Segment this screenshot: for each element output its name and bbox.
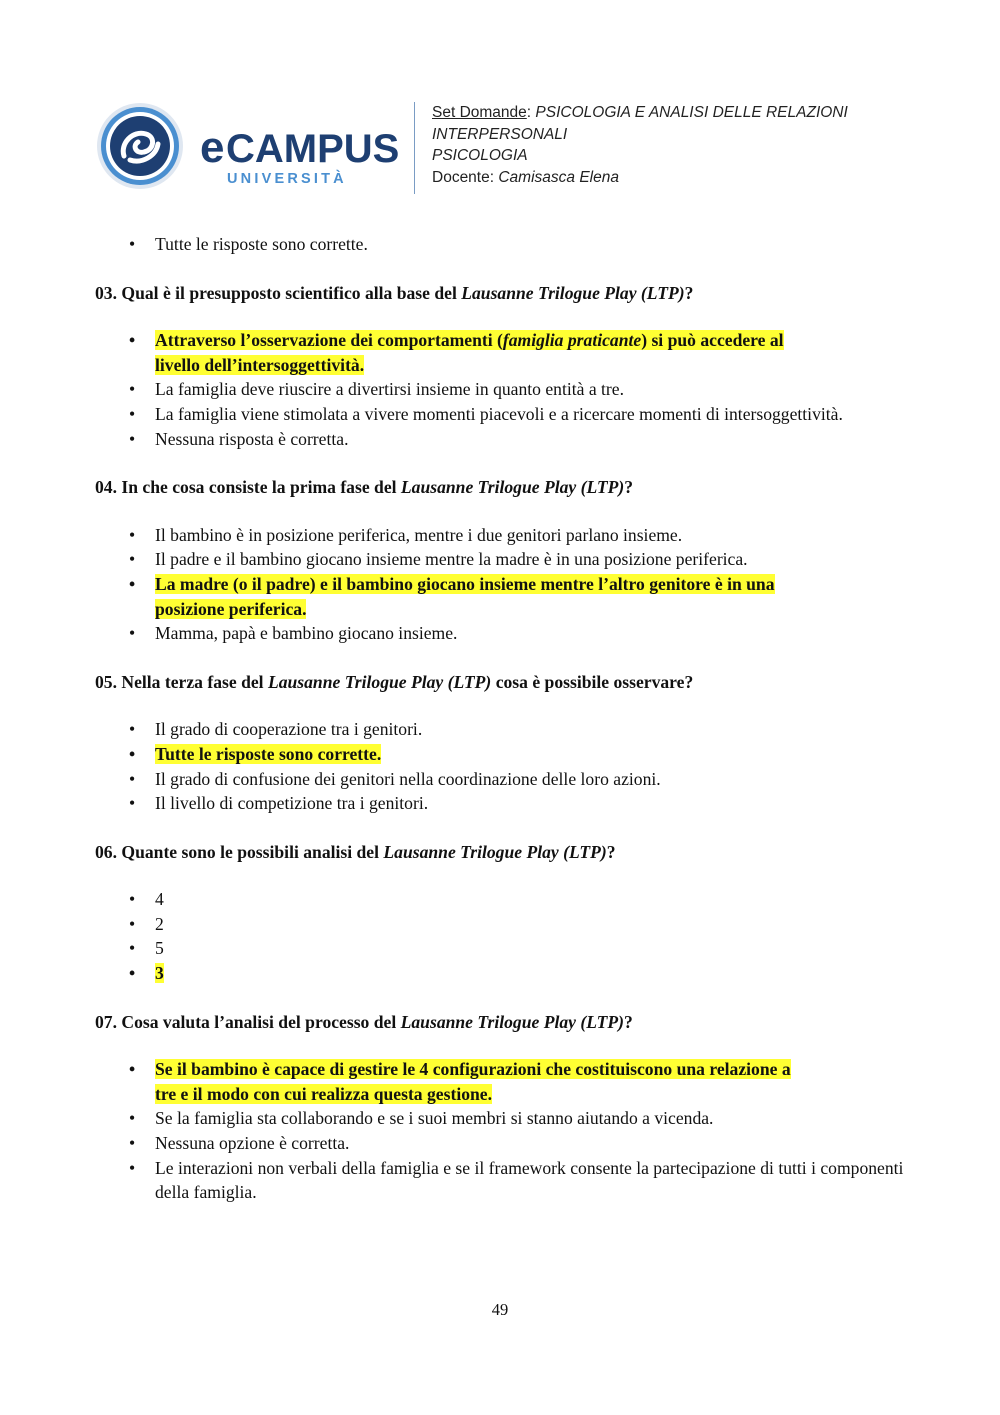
- svg-text:UNIVERSITÀ: UNIVERSITÀ: [227, 171, 347, 187]
- answer-item-correct: • Tutte le risposte sono corrette.: [95, 742, 915, 767]
- answer-item: • Le interazioni non verbali della famiglia e se il framework consente la partecipazione di tutti i componenti della famiglia.: [129, 1157, 904, 1203]
- set-label: Set Domande: [432, 104, 527, 121]
- bullet-icon: •: [129, 1133, 136, 1154]
- bullet-icon: •: [129, 1059, 136, 1080]
- header-divider: [414, 102, 415, 194]
- bullet-icon: •: [129, 403, 136, 424]
- bullet-icon: •: [129, 573, 136, 594]
- ecampus-logo: [96, 100, 406, 197]
- teacher-name: Camisasca Elena: [498, 168, 619, 186]
- subject: PSICOLOGIA: [432, 147, 528, 164]
- question-title: 07. Cosa valuta l’analisi del processo del Lausanne Trilogue Play (LTP)?: [95, 1011, 633, 1032]
- answer-item: • Tutte le risposte sono corrette.: [95, 232, 915, 257]
- bullet-icon: •: [129, 524, 136, 545]
- answer-item-correct: • Attraverso l’osservazione dei comportamenti (famiglia praticante) si può accedere al livello dell’intersoggettività.: [129, 330, 784, 375]
- answer-item: • 2: [95, 912, 915, 937]
- answer-list: [95, 1057, 915, 1205]
- svg-text:CAMPUS: CAMPUS: [226, 127, 400, 171]
- bullet-icon: •: [129, 1108, 136, 1129]
- question-title: 05. Nella terza fase del Lausanne Trilogue Play (LTP) cosa è possibile osservare?: [95, 671, 694, 692]
- answer-item-correct: • Se il bambino è capace di gestire le 4 configurazioni che costituiscono una relazione a tre e il modo con cui realizza questa gestione.: [129, 1059, 791, 1104]
- question-title: 03. Qual è il presupposto scientifico alla base del Lausanne Trilogue Play (LTP)?: [95, 282, 694, 303]
- page-number: 49: [491, 1300, 509, 1319]
- header-info: Set Domande: PSICOLOGIA E ANALISI DELLE RELAZIONI INTERPERSONALI PSICOLOGIA Docente: Camisasca Elena: [432, 104, 848, 186]
- answer-item: • Il padre e il bambino giocano insieme mentre la madre è in una posizione periferica.: [95, 547, 915, 572]
- question-title: 04. In che cosa consiste la prima fase del Lausanne Trilogue Play (LTP)?: [95, 477, 634, 498]
- bullet-icon: •: [129, 938, 136, 959]
- bullet-icon: •: [129, 719, 136, 740]
- answer-item: • Nessuna risposta è corretta.: [95, 427, 915, 452]
- answer-list: [95, 717, 915, 815]
- bullet-icon: •: [129, 623, 136, 644]
- answer-item: • La famiglia deve riuscire a divertirsi insieme in quanto entità a tre.: [95, 377, 915, 402]
- bullet-icon: •: [129, 768, 136, 789]
- answer-item: • Il bambino è in posizione periferica, mentre i due genitori parlano insieme.: [95, 523, 915, 548]
- answer-item: • Nessuna opzione è corretta.: [95, 1131, 915, 1156]
- bullet-icon: •: [129, 889, 136, 910]
- bullet-icon: •: [129, 963, 136, 984]
- bullet-icon: •: [129, 330, 136, 351]
- answer-item: • 4: [95, 887, 915, 912]
- answer-item-correct: • 3: [95, 961, 915, 986]
- bullet-icon: •: [129, 234, 136, 254]
- answer-item: • Il grado di cooperazione tra i genitori.: [95, 717, 915, 742]
- intro-answers: [95, 232, 915, 257]
- answer-item-correct: • La madre (o il padre) e il bambino giocano insieme mentre l’altro genitore è in una posizione periferica.: [129, 573, 775, 619]
- svg-text:e: e: [200, 123, 225, 172]
- answer-item: • Il grado di confusione dei genitori nella coordinazione delle loro azioni.: [95, 767, 915, 792]
- set-title: PSICOLOGIA E ANALISI DELLE RELAZIONI INTERPERSONALI: [432, 104, 848, 143]
- answer-list: [95, 523, 915, 646]
- answer-list: [95, 887, 915, 985]
- bullet-icon: •: [129, 428, 136, 449]
- ecampus-emblem-icon: [96, 100, 406, 192]
- answer-item: • Se la famiglia sta collaborando e se i suoi membri si stanno aiutando a vicenda.: [95, 1106, 915, 1131]
- question-list: [95, 232, 915, 1205]
- answer-list: [95, 328, 915, 451]
- answer-item: • Il livello di competizione tra i genitori.: [95, 791, 915, 816]
- bullet-icon: •: [129, 549, 136, 570]
- question-title: 06. Quante sono le possibili analisi del Lausanne Trilogue Play (LTP)?: [95, 841, 616, 862]
- answer-item: • La famiglia viene stimolata a vivere momenti piacevoli e a ricercare momenti di intersoggettività.: [95, 402, 915, 427]
- bullet-icon: •: [129, 743, 136, 764]
- answer-item: • 5: [95, 936, 915, 961]
- answer-item: • Mamma, papà e bambino giocano insieme.: [95, 621, 915, 646]
- teacher-label: Docente:: [432, 168, 495, 186]
- bullet-icon: •: [129, 913, 136, 934]
- bullet-icon: •: [129, 1157, 136, 1178]
- bullet-icon: •: [129, 379, 136, 400]
- bullet-icon: •: [129, 793, 136, 814]
